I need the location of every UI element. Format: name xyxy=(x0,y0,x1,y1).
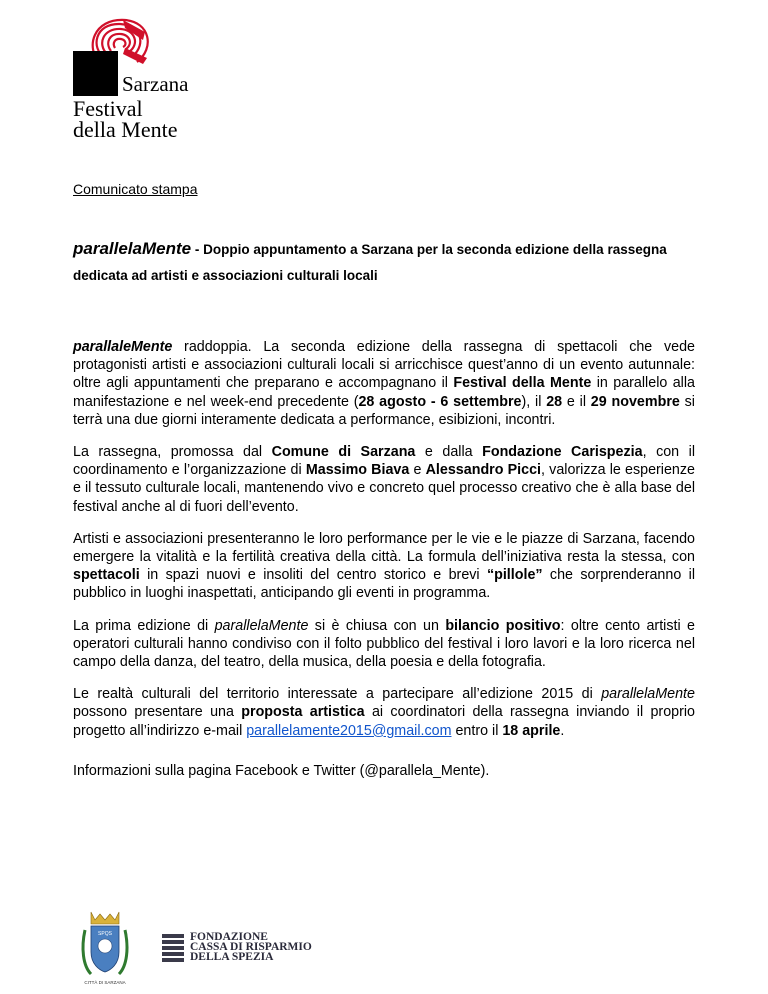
fondazione-name xyxy=(190,932,312,962)
paragraph-2 xyxy=(73,443,695,516)
text-span: entro il xyxy=(451,722,503,739)
logo-festival: Festival xyxy=(73,96,143,121)
sarzana-crest-icon xyxy=(77,908,133,990)
text-span: 28 xyxy=(546,393,563,410)
paragraph-4 xyxy=(73,617,695,672)
text-span: Artisti e associazioni presenteranno le loro performance per le vie e le piazze di Sarzana, facendo emergere la vitalità e la fertilità creativa della città. La formula dell’iniziativa resta la stessa, con xyxy=(73,530,695,566)
logo-black-square xyxy=(73,51,118,96)
fondazione-line-1: FONDAZIONE xyxy=(190,931,268,943)
text-span: e xyxy=(409,462,426,479)
crest-letters: SPQS xyxy=(98,931,112,937)
text-span: bilancio positivo xyxy=(445,617,561,634)
text-span: parallaleMente xyxy=(73,339,173,355)
text-span: : oltre cento artisti e operatori culturali hanno condiviso con il folto pubblico del festival i loro lavori e la loro ricerca nel campo della danza, del teatro, della musica, della poesia e della fotografia. xyxy=(73,617,695,671)
headline xyxy=(73,236,693,289)
text-span: in parallelo alla manifestazione e nel week-end precedente ( xyxy=(73,375,695,410)
text-span: che sorprenderanno il pubblico in luoghi inaspettati, anticipando gli eventi in programma. xyxy=(73,567,695,602)
text-span: proposta artistica xyxy=(241,704,365,721)
text-span: . xyxy=(560,722,565,739)
text-span: e dalla xyxy=(415,444,483,461)
text-span: parallelaMente xyxy=(601,686,695,703)
paragraph-5 xyxy=(73,685,695,740)
press-release-label: Comunicato stampa xyxy=(73,181,198,197)
text-span: e il xyxy=(562,393,591,410)
headline-brand: parallelaMente xyxy=(73,239,192,258)
text-span: Le realtà culturali del territorio interessate a partecipare all’edizione 2015 di xyxy=(73,686,602,703)
text-span: , con il coordinamento e l’organizzazione di xyxy=(73,444,695,479)
text-span: si terrà una due giorni interamente dedicata a performance, esibizioni, incontri. xyxy=(73,393,695,428)
text-span: Massimo Biava xyxy=(305,462,410,479)
text-span: La rassegna, promossa dal xyxy=(73,444,272,461)
paragraph-3 xyxy=(73,530,695,603)
text-span: La prima edizione di xyxy=(73,617,215,634)
text-span: Fondazione Carispezia xyxy=(482,444,643,461)
paragraph-6: Informazioni sulla pagina Facebook e Twitter (@parallela_Mente). xyxy=(73,762,490,779)
text-span: spettacoli xyxy=(73,567,140,584)
text-span: in spazi nuovi e insoliti del centro storico e brevi xyxy=(139,567,487,584)
text-span: possono presentare una xyxy=(73,704,242,721)
headline-text: - Doppio appuntamento a Sarzana per la seconda edizione della rassegna dedicata ad artisti e associazioni culturali locali xyxy=(73,242,667,283)
logo-sarzana: Sarzana xyxy=(122,72,189,96)
fondazione-bars-icon xyxy=(162,934,184,964)
email-link[interactable]: parallelamente2015@gmail.com xyxy=(246,722,452,739)
text-span: “pillole” xyxy=(486,567,543,584)
fondazione-line-3: DELLA SPEZIA xyxy=(190,951,274,963)
fondazione-line-2: CASSA DI RISPARMIO xyxy=(190,941,312,953)
crest-caption: CITTÀ DI SARZANA xyxy=(84,980,126,985)
text-span: 28 agosto - 6 settembre xyxy=(358,393,522,410)
article-body xyxy=(73,338,695,794)
text-span: raddoppia. La seconda edizione della rassegna di spettacoli che vede protagonisti artisti e associazioni culturali locali si arricchisce quest’anno di un evento autunnale: oltre agli appuntamenti che preparano e accompagnano il xyxy=(73,339,695,392)
logo-della-mente: della Mente xyxy=(73,117,178,142)
text-span: Alessandro Picci xyxy=(425,462,542,479)
paragraph-1 xyxy=(73,338,695,429)
text-span: ai coordinatori della rassegna inviando il proprio progetto all’indirizzo e-mail xyxy=(73,704,695,739)
text-span: , valorizza le esperienze e il tessuto culturale locali, mantenendo vivo e concreto quel processo creativo che è alla base del festival anche al di fuori dell’evento. xyxy=(73,462,695,515)
text-span: 29 novembre xyxy=(590,393,680,410)
text-span: ), il xyxy=(521,393,547,410)
text-span: Comune di Sarzana xyxy=(271,444,416,461)
text-span: parallelaMente xyxy=(214,617,309,634)
text-span: 18 aprile xyxy=(502,722,561,739)
fondazione-carispezia-logo xyxy=(162,932,352,972)
text-span: Festival della Mente xyxy=(453,375,592,392)
festival-della-mente-logo xyxy=(73,18,223,142)
text-span: si è chiusa con un xyxy=(308,617,446,634)
